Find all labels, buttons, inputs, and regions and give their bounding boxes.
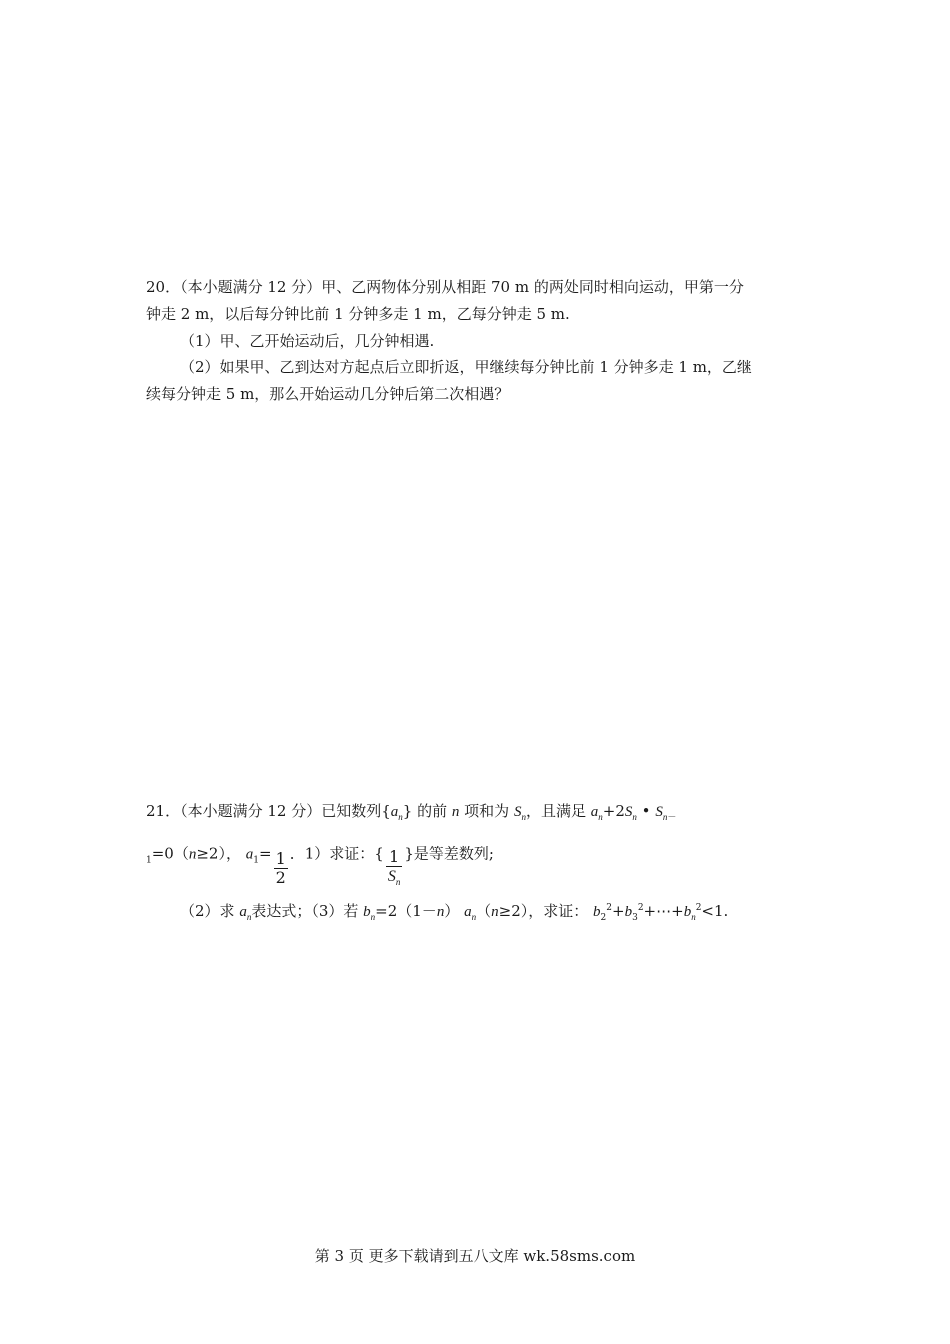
q21-line-3: （2）求 $a_n$表达式；（3）若 $b_n=2(1-n)$ $a_n(n\ge 2)$，求证： $b_2^2+b_3^2+\cdots+b_n^2<1$.	[180, 902, 729, 923]
q20-line-2: 钟走 2 m，以后每分钟比前 1 分钟多走 1 m，乙每分钟走 5 m.	[146, 305, 570, 323]
q20-part-2-line-2: 续每分钟走 5 m，那么开始运动几分钟后第二次相遇？	[146, 385, 510, 403]
q20-line-1: 20．（本小题满分 12 分）甲、乙两物体分别从相距 70 m 的两处同时相向运动，甲第一分	[146, 278, 744, 296]
page-footer: 第 3 页 更多下载请到五八文库 wk.58sms.com	[314, 1247, 636, 1265]
fraction-one-half: $\frac{1}{2}$	[275, 849, 286, 887]
q20-part-2-line-1: （2）如果甲、乙到达对方起点后立即折返，甲继续每分钟比前 1 分钟多走 1 m，乙继	[180, 358, 752, 376]
q21-line-1: 21．（本小题满分 12 分）已知数列$\{a_n\}$ 的前 n 项和为 $S_n$，且满足 $a_n+2S_n$ • $S_{n-}$	[146, 802, 677, 823]
q21-line-2: $_1$=0（n≥2）， $a_1=$ $\frac{1}{2}$ ．1）求证：{ $\frac{1}{S_n}$ }是等差数列;	[146, 844, 494, 887]
q20-part-1: （1）甲、乙开始运动后，几分钟相遇.	[180, 332, 435, 350]
fraction-one-over-sn: $\frac{1}{S_n}$	[387, 847, 401, 887]
